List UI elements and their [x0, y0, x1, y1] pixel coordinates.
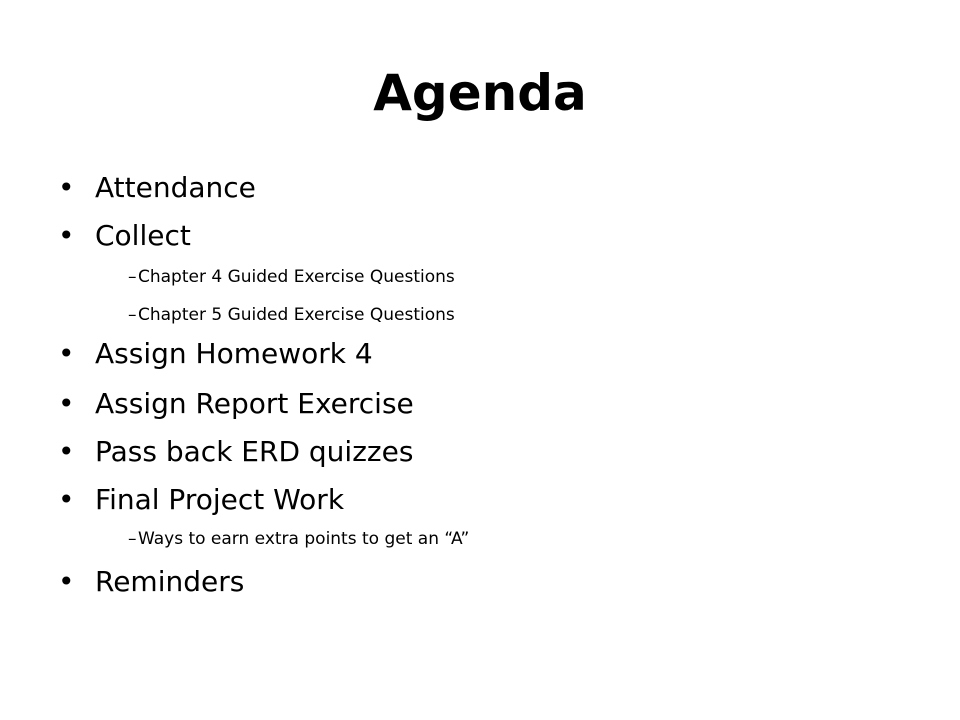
- agenda-item-text: Assign Report Exercise: [95, 387, 414, 420]
- bullet-icon: •: [58, 435, 75, 468]
- agenda-item-text: Final Project Work: [95, 483, 345, 516]
- bullet-icon: •: [58, 337, 75, 370]
- agenda-subitem-text: Ways to earn extra points to get an “A”: [138, 529, 470, 549]
- dash-icon: –: [128, 305, 137, 325]
- slide-title: Agenda: [373, 64, 587, 122]
- bullet-icon: •: [58, 387, 75, 420]
- bullet-icon: •: [58, 483, 75, 516]
- agenda-item-text: Assign Homework 4: [95, 337, 373, 370]
- bullet-icon: •: [58, 219, 75, 252]
- agenda-item-text: Collect: [95, 219, 191, 252]
- agenda-item-text: Pass back ERD quizzes: [95, 435, 414, 468]
- bullet-icon: •: [58, 565, 75, 598]
- agenda-subitem-text: Chapter 4 Guided Exercise Questions: [138, 267, 455, 287]
- agenda-item-text: Attendance: [95, 171, 256, 204]
- agenda-subitem-text: Chapter 5 Guided Exercise Questions: [138, 305, 455, 325]
- bullet-icon: •: [58, 171, 75, 204]
- dash-icon: –: [128, 267, 137, 287]
- agenda-item-text: Reminders: [95, 565, 245, 598]
- dash-icon: –: [128, 529, 137, 549]
